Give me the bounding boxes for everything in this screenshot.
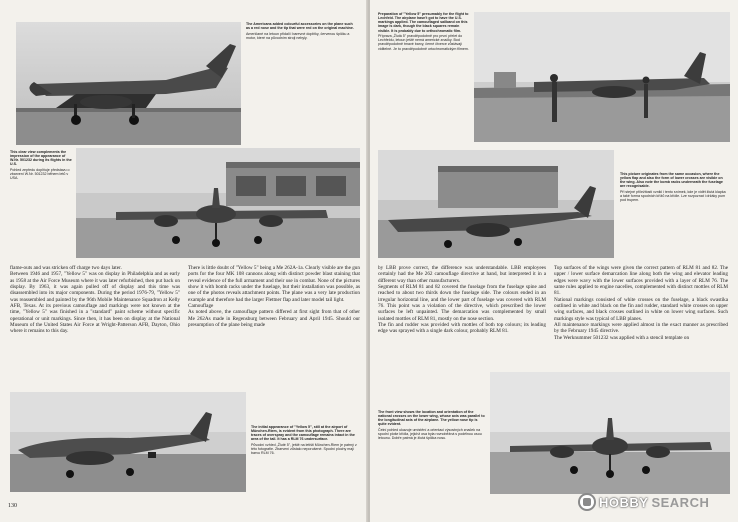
col4-para-3: All maintenance markings were applied almost in the exact manner as prescribed by the February 1945 directive. <box>554 322 728 335</box>
text-column-2 <box>188 265 360 328</box>
col2-para-2: As noted above, the camouflage pattern differed at first sight from that of other Me 262As made in Regensburg between February and April 1945. Should our presumption of the plane being made <box>188 309 360 329</box>
text-column-3 <box>378 265 546 335</box>
caption-3-english: This clear view complements the impression of the appearance of W.Nr. 501232 during its flights in the U.S. <box>10 150 72 167</box>
caption-4-czech: Při stejné příležitosti vznikl i tento snímek, kde je vidět žlutá klapka a také forma spodních křížů na křídle. Lze rozpoznat i držáky pum pod trupem. <box>620 190 726 203</box>
photo-me262-front-view <box>76 148 360 258</box>
caption-1 <box>246 22 356 40</box>
watermark-brand-b: SEARCH <box>651 494 710 510</box>
caption-5-english: The initial appearance of "Yellow 5", still at the airport of München-Riem, is evident from this photograph. There are traces of overspray and the camouflage remains intact in the area of the tail. It has a RLM 76 undersurface. <box>251 425 355 442</box>
caption-1-czech: Američané na letoun přidali i barevné doplňky, červenou špičku a motor, které na původním stroji nebyly. <box>246 31 350 40</box>
page-number: 130 <box>8 503 17 509</box>
col3-para-2: Segments of RLM 81 and 82 covered the fuselage from the fuselage spine and reached to about two thirds down the fuselage side. The colours ended in an irregular horizontal line, and the lower part of fuselage was covered with RLM 76. This point was a violation of the directive, which prescribed the lower surfaces be left unpainted. The demarcation was complemented by small isolated mottles of RLM 81, mostly on the nose section. <box>378 284 546 322</box>
col4-para-4: The Werknummer 501232 was applied with a stencil template on <box>554 334 690 341</box>
caption-2 <box>378 12 470 51</box>
photo-me262-side-view <box>16 22 241 145</box>
caption-5 <box>251 425 361 455</box>
caption-3-czech: Pohled zepředu doplňuje představu o zbarvení W.Nr. 501232 během letů v USA. <box>10 168 70 181</box>
col2-para-1: There is little doubt of "Yellow 5" being a Me 262A-1a. Clearly visible are the gun ports for the four MK 108 cannons along with distinct powder blast staining that reveal evidence of the full armament and their use in combat. None of the pictures show it with bomb racks under the fuselage, but their installation was possible, as one of the photos reveals attachment points. The plane was a very late production example and therefore had the larger Flettner flap and later model tail light. <box>188 265 360 303</box>
caption-5-czech: Původní vzhled „Žluté 5", ještě na letišti München-Riem je patrný z této fotografie. Zbarvení zůstalo neporušené. Spodní plochy mají barvu RLM 76. <box>251 443 357 456</box>
caption-4 <box>620 172 728 202</box>
col1-para-1: flame-outs and was stricken off charge two days later. <box>10 265 122 271</box>
caption-6 <box>378 410 486 440</box>
col1-para-2: Between 1946 and 1957, "Yellow 5" was on display in Philadelphia and as early as 1958 at the Air Force Museum where it was later refurbished, then put back on display. By 1963, it was again pulled off of display and this time was disassembled into its major components. During the period 1976-79, "Yellow 5" was reassembled and painted by the 96th Mobile Maintenance Squadron at Kelly AFB, Texas. At its previous camouflage and markings were not known at the time, "Yellow 5" was finished in a "standard" paint scheme without specific operational or unit markings. Since then, it has been on display at the National Museum of the United States Air Force at Wright-Patterson AFB, Dayton, Ohio where it remains to this day. <box>10 271 180 335</box>
watermark-brand-a: HOBBY <box>599 494 649 510</box>
caption-3 <box>10 150 72 180</box>
text-column-1 <box>10 265 180 335</box>
caption-1-english: The Americans added colourful accessories on the plane such as a red nose and the tip that were red on the original machine. <box>246 22 354 31</box>
caption-4-english: This picture originates from the same occasion, where the yellow flap and also the form of lower crosses are visible on the wing. Also note the bomb racks underneath the fuselage are recognisable. <box>620 172 723 189</box>
col4-para-1: Top surfaces of the wings were given the correct pattern of RLM 81 and 82. The upper / lower surface demarcation line along both the wing and elevator leading edges were wavy with the lower surfaces provided with a layer of RLM 76. The same rules applied to engine nacelles, complemented with distinct mottles of RLM 81. <box>554 265 728 297</box>
caption-6-english: The front view shows the location and orientation of the national crosses on the lower wing, whose axis was parallel to the longitudinal axis of the airplane. The yellow nose tip is quite evident. <box>378 410 485 427</box>
col2-heading-camouflage: Camouflage <box>188 303 214 310</box>
right-page <box>370 0 738 522</box>
photo-yellow-flap <box>378 150 614 258</box>
caption-2-czech: Příprava „Žlutá 5" pravděpodobně pro první přelet do Lechfeldu, letoun ještě nemá americké značky. Bod pravděpodobně tmavé barvy, černé čtverce zůstávají viditelné. Je to pravděpodobně ortochromatickým filmem. <box>378 34 469 51</box>
col3-para-3: The fin and rudder was provided with mottles of both top colours; its leading edge was sprayed with a single dark colour, probably RLM 81. <box>378 322 546 335</box>
caption-2-english: Preparation of "Yellow 5" presumably for the flight to Lechfeld. The airplane hasn't got to have the U.S. markings applied. The camouflaged sailband on this image is dark, though the black squares remain visible. It is probably due to orthochromatic film. <box>378 12 469 33</box>
photo-flight-preparation <box>474 12 730 142</box>
caption-6-czech: Čelní pohled ukazuje umístění a orientaci výsostných značek na spodní ploše křídla, jejichž osa byla rovnoběžná s podélnou osou letounu. Dobře patrná je žlutá špička nosu. <box>378 428 482 441</box>
col3-para-1: by LBB prove correct, the difference was understandable. LBB employees certainly had the Me 262 camouflage directive at hand, but interpreted it in a different way than other manufacturers. <box>378 265 546 284</box>
left-page <box>0 0 368 522</box>
photo-yellow5-riem <box>10 392 246 492</box>
photo-front-view-crosses <box>490 372 730 494</box>
watermark <box>578 493 709 511</box>
text-column-4 <box>554 265 728 341</box>
hobby-search-logo-icon <box>578 493 596 511</box>
col4-para-2: National markings consisted of white crosses on the fuselage, a black swastika outlined in white and black on the fin and rudder, standard white crosses on upper wing surfaces, and black crosses outlined in white on lower wing surfaces. Such markings style was typical of LBB planes. <box>554 296 728 322</box>
